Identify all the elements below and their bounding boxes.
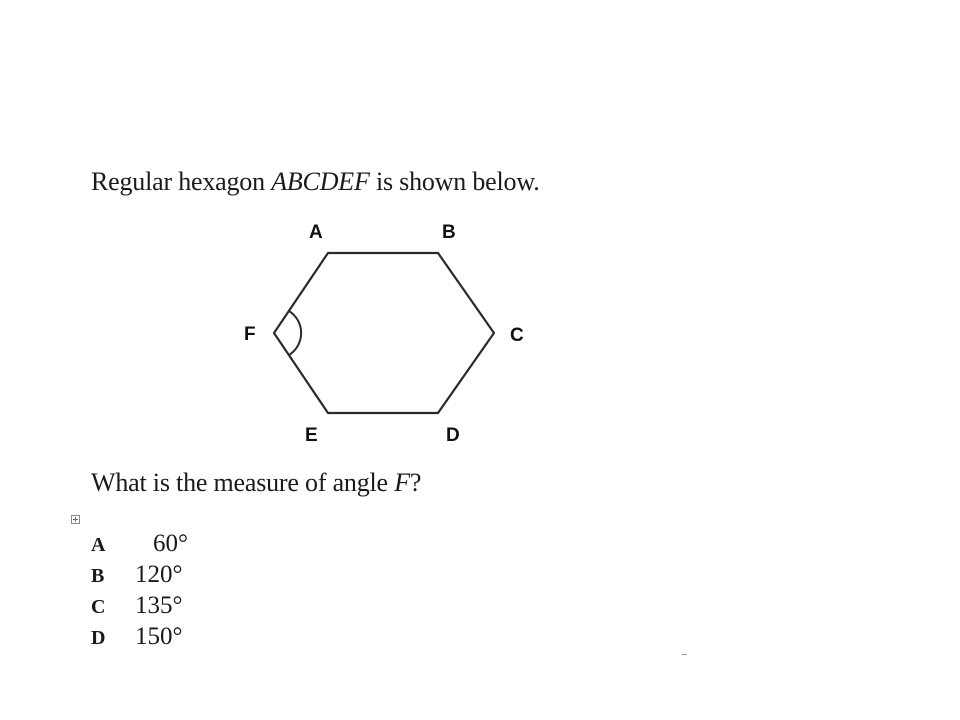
choice-letter: C [91,596,106,618]
answer-choices [91,528,188,652]
question-prompt [91,468,421,498]
choice-text: 120° [135,561,183,588]
intro-suffix: is shown below. [369,167,540,196]
choice-letter: B [91,565,105,587]
choice-letter: D [91,627,106,649]
choice-a[interactable] [91,528,188,559]
angle-name: F [394,468,410,497]
intro-prefix: Regular hexagon [91,167,272,196]
vertex-label-f: F [244,324,256,345]
expand-anchor-icon[interactable] [71,515,80,524]
vertex-label-b: B [442,222,456,243]
choice-b[interactable] [91,559,188,590]
hexagon-name: ABCDEF [271,167,370,196]
choice-text: 60° [153,530,188,557]
vertex-label-e: E [305,425,318,446]
hexagon-figure [230,210,550,460]
vertex-label-a: A [309,222,323,243]
prompt-suffix: ? [409,468,422,497]
vertex-label-d: D [446,425,460,446]
question-intro [91,167,540,197]
prompt-prefix: What is the measure of angle [91,468,395,497]
choice-text: 150° [135,623,183,650]
choice-d[interactable] [91,621,188,652]
choice-text: 135° [135,592,183,619]
stray-mark [682,654,687,655]
angle-f-arc [289,311,301,355]
vertex-label-c: C [510,325,524,346]
hexagon-shape [274,253,494,413]
choice-c[interactable] [91,590,188,621]
choice-letter: A [91,534,106,556]
